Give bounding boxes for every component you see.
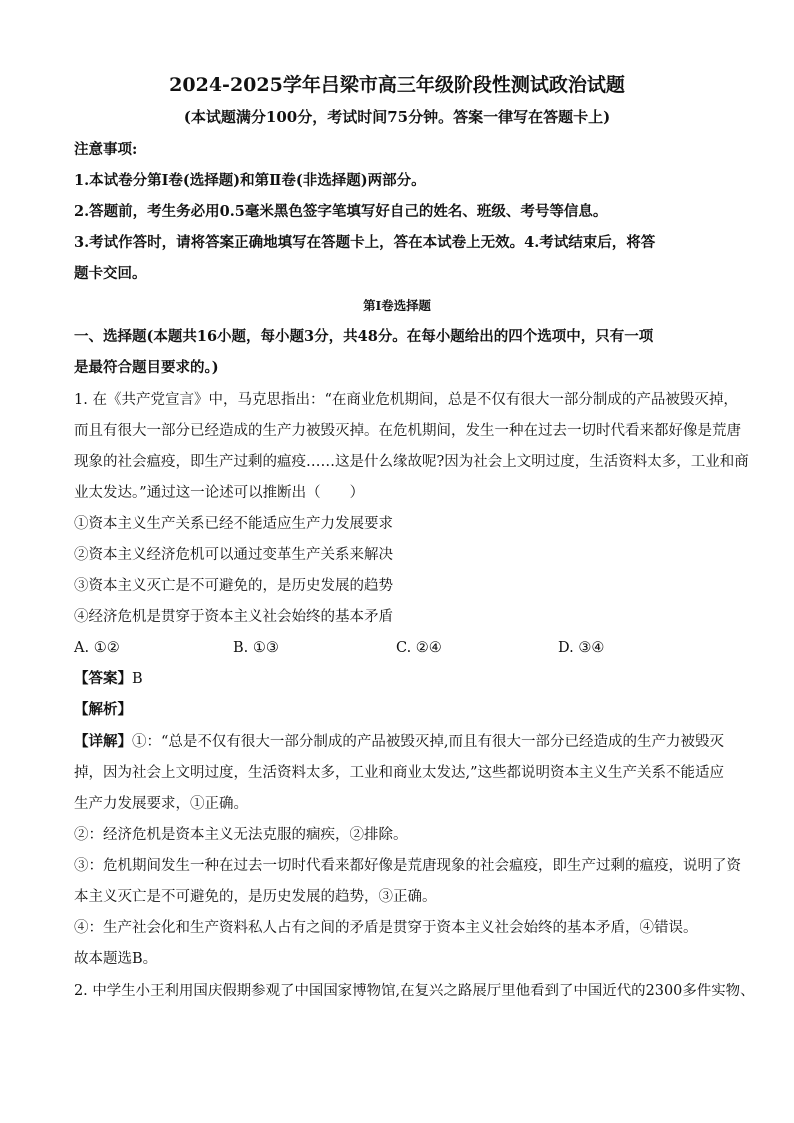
part-instructions-line-2: 是最符合题目要求的。) [74,359,219,376]
analysis-label: 【解析】 [74,701,132,718]
detail-label: 【详解】 [74,733,132,750]
detail-text-1: ①：“总是不仅有很大一部分制成的产品被毁灭掉,而且有很大一部分已经造成的生产力被毁灭 [132,734,725,750]
note-2: 2.答题前，考生务必用0.5毫米黑色签字笔填写好自己的姓名、班级、考号等信息。 [74,203,608,220]
option-d: D. ③④ [558,640,605,656]
statement-1: ①资本主义生产关系已经不能适应生产力发展要求 [74,516,393,532]
option-c: C. ②④ [396,640,442,656]
statement-2: ②资本主义经济危机可以通过变革生产关系来解决 [74,547,393,563]
detail-line-3: 生产力发展要求，①正确。 [74,796,248,812]
detail-line-5: ③：危机期间发生一种在过去一切时代看来都好像是荒唐现象的社会瘟疫，即生产过剩的瘟疫，说明了资 [74,858,741,874]
question-1-stem-line-4: 业太发达。”通过这一论述可以推断出（ ） [74,485,365,501]
detail-line-7: ④：生产社会化和生产资料私人占有之间的矛盾是贯穿于资本主义社会始终的基本矛盾，④错误。 [74,920,698,936]
document-subtitle: (本试题满分100分，考试时间75分钟。答案一律写在答题卡上) [183,108,611,126]
detail-line-1 [74,732,744,752]
document-title: 2024-2025学年吕梁市高三年级阶段性测试政治试题 [169,74,625,96]
answer-line [74,669,744,689]
question-1-stem-line-2: 而且有很大一部分已经造成的生产力被毁灭掉。在危机期间，发生一种在过去一切时代看来都好像是荒唐 [74,423,741,439]
statement-4: ④经济危机是贯穿于资本主义社会始终的基本矛盾 [74,609,393,625]
detail-line-2: 掉，因为社会上文明过度，生活资料太多，工业和商业太发达,”这些都说明资本主义生产关系不能适应 [74,765,725,781]
conclusion: 故本题选B。 [74,951,158,967]
note-3-line-2: 题卡交回。 [74,265,147,282]
option-a: A. ①② [74,640,120,656]
question-1-stem-line-3: 现象的社会瘟疫，即生产过剩的瘟疫……这是什么缘故呢?因为社会上文明过度，生活资料太多，工业和商 [74,454,749,470]
section-heading: 第Ⅰ卷选择题 [363,298,431,313]
statement-3: ③资本主义灭亡是不可避免的，是历史发展的趋势 [74,578,393,594]
answer-value: B [132,671,143,687]
note-3-line-1: 3.考试作答时，请将答案正确地填写在答题卡上，答在本试卷上无效。4.考试结束后，将答 [74,234,656,251]
question-1-stem-line-1: 1. 在《共产党宣言》中，马克思指出：“在商业危机期间，总是不仅有很大一部分制成的产品被毁灭掉， [74,392,738,408]
notes-heading: 注意事项: [74,141,138,158]
detail-line-6: 本主义灭亡是不可避免的，是历史发展的趋势，③正确。 [74,889,437,905]
question-2-stem-line-1: 2. 中学生小王利用国庆假期参观了中国国家博物馆,在复兴之路展厅里他看到了中国近代的2300多件实物、 [74,983,755,999]
option-b: B. ①③ [233,640,279,656]
note-1: 1.本试卷分第Ⅰ卷(选择题)和第Ⅱ卷(非选择题)两部分。 [74,172,426,189]
answer-label: 【答案】 [74,670,132,687]
part-instructions-line-1: 一、选择题(本题共16小题，每小题3分，共48分。在每小题给出的四个选项中，只有一项 [74,328,654,345]
detail-line-4: ②：经济危机是资本主义无法克服的痼疾，②排除。 [74,827,408,843]
